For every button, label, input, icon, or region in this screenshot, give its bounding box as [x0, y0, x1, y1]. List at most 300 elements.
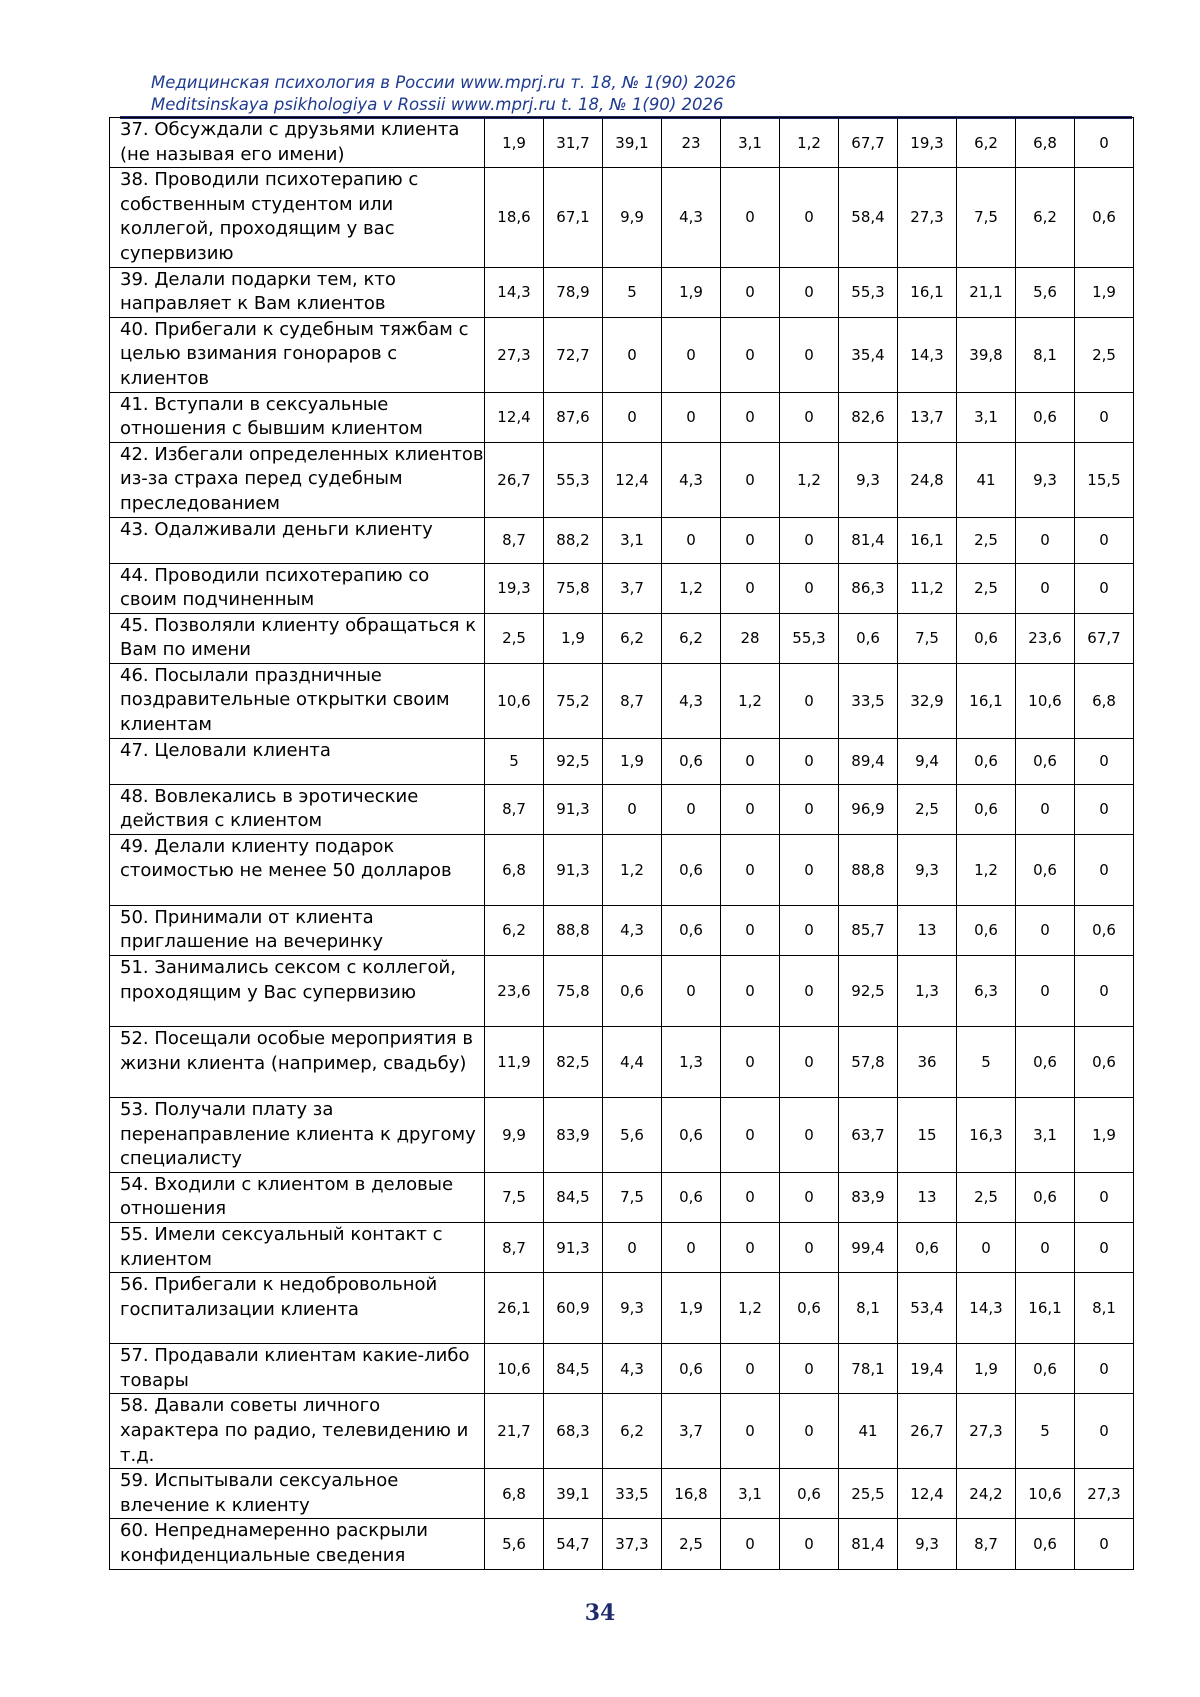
value-cell: 14,3 [898, 317, 957, 392]
value-cell: 0 [721, 1394, 780, 1469]
row-label: 42. Избегали определенных клиентов из-за страха перед судебным преследованием [110, 442, 485, 517]
value-cell: 0 [721, 317, 780, 392]
value-cell: 0 [1075, 956, 1134, 1027]
value-cell: 0 [780, 1394, 839, 1469]
value-cell: 0 [603, 784, 662, 834]
value-cell: 1,3 [898, 956, 957, 1027]
value-cell: 3,1 [1016, 1098, 1075, 1173]
value-cell: 0 [721, 1519, 780, 1569]
value-cell: 3,1 [721, 118, 780, 168]
value-cell: 7,5 [603, 1172, 662, 1222]
value-cell: 9,9 [485, 1098, 544, 1173]
value-cell: 26,1 [485, 1273, 544, 1344]
value-cell: 0 [721, 392, 780, 442]
value-cell: 9,3 [1016, 442, 1075, 517]
value-cell: 54,7 [544, 1519, 603, 1569]
table-row [110, 1223, 1134, 1273]
value-cell: 1,2 [603, 834, 662, 905]
value-cell: 92,5 [839, 956, 898, 1027]
table-row [110, 168, 1134, 267]
table-row [110, 563, 1134, 613]
value-cell: 92,5 [544, 738, 603, 784]
value-cell: 5 [957, 1027, 1016, 1098]
value-cell: 4,3 [662, 168, 721, 267]
value-cell: 33,5 [603, 1469, 662, 1519]
value-cell: 13 [898, 1172, 957, 1222]
journal-header-translit: Meditsinskaya psikhologiya v Rossii www.mprj.ru t. 18, № 1(90) 2026 [151, 95, 724, 114]
value-cell: 4,3 [603, 905, 662, 955]
value-cell: 0,6 [662, 834, 721, 905]
value-cell: 0 [1075, 738, 1134, 784]
value-cell: 27,3 [957, 1394, 1016, 1469]
value-cell: 6,3 [957, 956, 1016, 1027]
value-cell: 7,5 [485, 1172, 544, 1222]
value-cell: 1,9 [662, 1273, 721, 1344]
value-cell: 9,4 [898, 738, 957, 784]
value-cell: 0 [780, 563, 839, 613]
value-cell: 0 [721, 956, 780, 1027]
value-cell: 6,2 [1016, 168, 1075, 267]
value-cell: 5 [1016, 1394, 1075, 1469]
row-label: 46. Посылали праздничные поздравительные открытки своим клиентам [110, 663, 485, 738]
value-cell: 81,4 [839, 1519, 898, 1569]
value-cell: 8,7 [957, 1519, 1016, 1569]
row-label: 53. Получали плату за перенаправление клиента к другому специалисту [110, 1098, 485, 1173]
value-cell: 39,1 [544, 1469, 603, 1519]
value-cell: 0 [780, 267, 839, 317]
row-label: 56. Прибегали к недобровольной госпитализации клиента [110, 1273, 485, 1344]
row-label: 54. Входили с клиентом в деловые отношения [110, 1172, 485, 1222]
value-cell: 0,6 [957, 905, 1016, 955]
value-cell: 2,5 [485, 613, 544, 663]
row-label: 38. Проводили психотерапию с собственным студентом или коллегой, проходящим у вас супервизию [110, 168, 485, 267]
journal-header-ru: Медицинская психология в России www.mprj.ru т. 18, № 1(90) 2026 [151, 73, 736, 92]
value-cell: 0,6 [957, 784, 1016, 834]
value-cell: 9,3 [898, 834, 957, 905]
value-cell: 0 [780, 392, 839, 442]
value-cell: 5 [603, 267, 662, 317]
value-cell: 0 [603, 392, 662, 442]
value-cell: 0,6 [662, 738, 721, 784]
value-cell: 0,6 [839, 613, 898, 663]
value-cell: 3,1 [603, 517, 662, 563]
value-cell: 0,6 [1075, 168, 1134, 267]
value-cell: 0 [662, 1223, 721, 1273]
value-cell: 3,7 [662, 1394, 721, 1469]
value-cell: 32,9 [898, 663, 957, 738]
table-row [110, 1394, 1134, 1469]
value-cell: 4,4 [603, 1027, 662, 1098]
value-cell: 10,6 [1016, 663, 1075, 738]
value-cell: 55,3 [780, 613, 839, 663]
value-cell: 4,3 [662, 663, 721, 738]
value-cell: 7,5 [957, 168, 1016, 267]
value-cell: 16,3 [957, 1098, 1016, 1173]
value-cell: 3,1 [721, 1469, 780, 1519]
value-cell: 16,1 [898, 517, 957, 563]
value-cell: 28 [721, 613, 780, 663]
value-cell: 12,4 [603, 442, 662, 517]
value-cell: 0 [721, 267, 780, 317]
value-cell: 10,6 [485, 1344, 544, 1394]
row-label: 52. Посещали особые мероприятия в жизни клиента (например, свадьбу) [110, 1027, 485, 1098]
value-cell: 99,4 [839, 1223, 898, 1273]
value-cell: 5,6 [485, 1519, 544, 1569]
value-cell: 25,5 [839, 1469, 898, 1519]
value-cell: 6,2 [603, 1394, 662, 1469]
value-cell: 6,2 [662, 613, 721, 663]
row-label: 44. Проводили психотерапию со своим подчиненным [110, 563, 485, 613]
value-cell: 2,5 [1075, 317, 1134, 392]
row-label: 45. Позволяли клиенту обращаться к Вам по имени [110, 613, 485, 663]
row-label: 58. Давали советы личного характера по радио, телевидению и т.д. [110, 1394, 485, 1469]
value-cell: 0,6 [662, 1172, 721, 1222]
table-row [110, 1344, 1134, 1394]
value-cell: 15 [898, 1098, 957, 1173]
value-cell: 19,3 [898, 118, 957, 168]
value-cell: 78,1 [839, 1344, 898, 1394]
table-row [110, 317, 1134, 392]
value-cell: 16,1 [1016, 1273, 1075, 1344]
value-cell: 0 [662, 517, 721, 563]
value-cell: 0 [780, 1519, 839, 1569]
value-cell: 0 [780, 784, 839, 834]
value-cell: 0 [1075, 784, 1134, 834]
value-cell: 9,3 [603, 1273, 662, 1344]
value-cell: 27,3 [898, 168, 957, 267]
value-cell: 21,7 [485, 1394, 544, 1469]
value-cell: 1,9 [662, 267, 721, 317]
value-cell: 0 [1075, 834, 1134, 905]
value-cell: 88,2 [544, 517, 603, 563]
table-row [110, 784, 1134, 834]
value-cell: 85,7 [839, 905, 898, 955]
value-cell: 0,6 [662, 905, 721, 955]
value-cell: 0 [780, 1172, 839, 1222]
value-cell: 0 [780, 834, 839, 905]
value-cell: 91,3 [544, 834, 603, 905]
value-cell: 18,6 [485, 168, 544, 267]
value-cell: 23,6 [485, 956, 544, 1027]
value-cell: 0,6 [662, 1098, 721, 1173]
row-label: 48. Вовлекались в эротические действия с клиентом [110, 784, 485, 834]
value-cell: 0,6 [898, 1223, 957, 1273]
value-cell: 0 [721, 905, 780, 955]
table-row [110, 267, 1134, 317]
value-cell: 86,3 [839, 563, 898, 613]
value-cell: 3,7 [603, 563, 662, 613]
value-cell: 37,3 [603, 1519, 662, 1569]
value-cell: 1,9 [1075, 267, 1134, 317]
value-cell: 0 [603, 1223, 662, 1273]
table-row [110, 613, 1134, 663]
value-cell: 63,7 [839, 1098, 898, 1173]
value-cell: 0 [1075, 1519, 1134, 1569]
value-cell: 0 [1016, 905, 1075, 955]
row-label: 43. Одалживали деньги клиенту [110, 517, 485, 563]
value-cell: 0 [1075, 517, 1134, 563]
value-cell: 84,5 [544, 1172, 603, 1222]
value-cell: 24,8 [898, 442, 957, 517]
value-cell: 0 [721, 1027, 780, 1098]
value-cell: 55,3 [839, 267, 898, 317]
value-cell: 14,3 [957, 1273, 1016, 1344]
value-cell: 0,6 [1016, 1344, 1075, 1394]
table-row [110, 1273, 1134, 1344]
value-cell: 7,5 [898, 613, 957, 663]
row-label: 55. Имели сексуальный контакт с клиентом [110, 1223, 485, 1273]
value-cell: 60,9 [544, 1273, 603, 1344]
row-label: 49. Делали клиенту подарок стоимостью не менее 50 долларов [110, 834, 485, 905]
value-cell: 26,7 [898, 1394, 957, 1469]
value-cell: 0,6 [780, 1469, 839, 1519]
value-cell: 0 [1075, 1344, 1134, 1394]
row-label: 41. Вступали в сексуальные отношения с бывшим клиентом [110, 392, 485, 442]
value-cell: 82,5 [544, 1027, 603, 1098]
row-label: 50. Принимали от клиента приглашение на вечеринку [110, 905, 485, 955]
value-cell: 96,9 [839, 784, 898, 834]
value-cell: 75,2 [544, 663, 603, 738]
value-cell: 8,7 [485, 1223, 544, 1273]
table-row [110, 1519, 1134, 1569]
value-cell: 9,3 [839, 442, 898, 517]
value-cell: 2,5 [898, 784, 957, 834]
value-cell: 0,6 [1016, 834, 1075, 905]
data-table-body [110, 118, 1134, 1570]
value-cell: 1,9 [1075, 1098, 1134, 1173]
value-cell: 91,3 [544, 1223, 603, 1273]
value-cell: 0 [1075, 1394, 1134, 1469]
value-cell: 83,9 [544, 1098, 603, 1173]
value-cell: 8,1 [1075, 1273, 1134, 1344]
value-cell: 13 [898, 905, 957, 955]
value-cell: 88,8 [544, 905, 603, 955]
value-cell: 36 [898, 1027, 957, 1098]
value-cell: 89,4 [839, 738, 898, 784]
value-cell: 91,3 [544, 784, 603, 834]
table-row [110, 1172, 1134, 1222]
value-cell: 6,8 [485, 834, 544, 905]
table-row [110, 1469, 1134, 1519]
value-cell: 41 [957, 442, 1016, 517]
value-cell: 1,9 [603, 738, 662, 784]
value-cell: 0,6 [1016, 392, 1075, 442]
value-cell: 0 [1075, 118, 1134, 168]
journal-header [151, 72, 1131, 116]
value-cell: 55,3 [544, 442, 603, 517]
value-cell: 2,5 [662, 1519, 721, 1569]
row-label: 40. Прибегали к судебным тяжбам с целью взимания гонораров с клиентов [110, 317, 485, 392]
value-cell: 0 [780, 168, 839, 267]
value-cell: 31,7 [544, 118, 603, 168]
value-cell: 10,6 [485, 663, 544, 738]
row-label: 47. Целовали клиента [110, 738, 485, 784]
value-cell: 8,7 [485, 784, 544, 834]
value-cell: 75,8 [544, 563, 603, 613]
value-cell: 0,6 [1075, 905, 1134, 955]
value-cell: 84,5 [544, 1344, 603, 1394]
value-cell: 0 [1075, 392, 1134, 442]
data-table [109, 117, 1134, 1570]
value-cell: 0 [1075, 1223, 1134, 1273]
row-label: 37. Обсуждали с друзьями клиента (не называя его имени) [110, 118, 485, 168]
value-cell: 78,9 [544, 267, 603, 317]
value-cell: 88,8 [839, 834, 898, 905]
value-cell: 0 [1075, 563, 1134, 613]
value-cell: 26,7 [485, 442, 544, 517]
table-row [110, 834, 1134, 905]
value-cell: 8,7 [603, 663, 662, 738]
value-cell: 6,8 [1075, 663, 1134, 738]
value-cell: 6,8 [485, 1469, 544, 1519]
value-cell: 0 [721, 834, 780, 905]
value-cell: 15,5 [1075, 442, 1134, 517]
value-cell: 0 [957, 1223, 1016, 1273]
value-cell: 1,2 [957, 834, 1016, 905]
table-row [110, 392, 1134, 442]
value-cell: 0 [721, 784, 780, 834]
value-cell: 0,6 [603, 956, 662, 1027]
value-cell: 53,4 [898, 1273, 957, 1344]
value-cell: 2,5 [957, 517, 1016, 563]
value-cell: 0 [603, 317, 662, 392]
value-cell: 16,1 [957, 663, 1016, 738]
value-cell: 0 [662, 784, 721, 834]
table-row [110, 956, 1134, 1027]
value-cell: 1,2 [721, 1273, 780, 1344]
value-cell: 0,6 [1016, 1519, 1075, 1569]
value-cell: 2,5 [957, 563, 1016, 613]
value-cell: 0 [780, 905, 839, 955]
value-cell: 9,3 [898, 1519, 957, 1569]
value-cell: 0,6 [957, 613, 1016, 663]
value-cell: 0 [780, 1027, 839, 1098]
value-cell: 0 [721, 563, 780, 613]
value-cell: 67,7 [839, 118, 898, 168]
value-cell: 82,6 [839, 392, 898, 442]
value-cell: 13,7 [898, 392, 957, 442]
value-cell: 1,2 [662, 563, 721, 613]
value-cell: 0,6 [1075, 1027, 1134, 1098]
value-cell: 27,3 [485, 317, 544, 392]
table-row [110, 663, 1134, 738]
value-cell: 4,3 [603, 1344, 662, 1394]
value-cell: 19,3 [485, 563, 544, 613]
value-cell: 0 [662, 392, 721, 442]
value-cell: 11,2 [898, 563, 957, 613]
value-cell: 6,2 [603, 613, 662, 663]
value-cell: 0 [1075, 1172, 1134, 1222]
value-cell: 5,6 [1016, 267, 1075, 317]
value-cell: 0 [1016, 784, 1075, 834]
value-cell: 1,9 [544, 613, 603, 663]
value-cell: 57,8 [839, 1027, 898, 1098]
value-cell: 68,3 [544, 1394, 603, 1469]
value-cell: 10,6 [1016, 1469, 1075, 1519]
value-cell: 67,1 [544, 168, 603, 267]
value-cell: 0 [721, 738, 780, 784]
value-cell: 58,4 [839, 168, 898, 267]
value-cell: 8,1 [1016, 317, 1075, 392]
value-cell: 0 [780, 317, 839, 392]
row-label: 51. Занимались сексом с коллегой, проходящим у Вас супервизию [110, 956, 485, 1027]
value-cell: 1,9 [957, 1344, 1016, 1394]
value-cell: 0,6 [1016, 738, 1075, 784]
value-cell: 0 [721, 1223, 780, 1273]
value-cell: 19,4 [898, 1344, 957, 1394]
value-cell: 0 [780, 1344, 839, 1394]
value-cell: 0 [721, 517, 780, 563]
value-cell: 0 [780, 738, 839, 784]
value-cell: 72,7 [544, 317, 603, 392]
value-cell: 0 [721, 442, 780, 517]
value-cell: 5 [485, 738, 544, 784]
value-cell: 27,3 [1075, 1469, 1134, 1519]
value-cell: 24,2 [957, 1469, 1016, 1519]
table-row [110, 905, 1134, 955]
value-cell: 0 [721, 1172, 780, 1222]
table-row [110, 442, 1134, 517]
value-cell: 0 [1016, 1223, 1075, 1273]
value-cell: 1,9 [485, 118, 544, 168]
value-cell: 6,2 [957, 118, 1016, 168]
value-cell: 0 [1016, 956, 1075, 1027]
value-cell: 21,1 [957, 267, 1016, 317]
value-cell: 3,1 [957, 392, 1016, 442]
value-cell: 16,1 [898, 267, 957, 317]
page-number: 34 [584, 1600, 616, 1626]
value-cell: 0 [1016, 563, 1075, 613]
value-cell: 0 [721, 168, 780, 267]
row-label: 60. Непреднамеренно раскрыли конфиденциальные сведения [110, 1519, 485, 1569]
table-row [110, 738, 1134, 784]
value-cell: 0 [780, 663, 839, 738]
row-label: 59. Испытывали сексуальное влечение к клиенту [110, 1469, 485, 1519]
value-cell: 0 [780, 1223, 839, 1273]
value-cell: 0,6 [1016, 1172, 1075, 1222]
row-label: 57. Продавали клиентам какие-либо товары [110, 1344, 485, 1394]
table-row [110, 118, 1134, 168]
value-cell: 12,4 [485, 392, 544, 442]
value-cell: 0 [721, 1098, 780, 1173]
value-cell: 35,4 [839, 317, 898, 392]
value-cell: 8,1 [839, 1273, 898, 1344]
value-cell: 0 [662, 956, 721, 1027]
value-cell: 0 [780, 517, 839, 563]
value-cell: 1,2 [721, 663, 780, 738]
value-cell: 2,5 [957, 1172, 1016, 1222]
value-cell: 33,5 [839, 663, 898, 738]
value-cell: 81,4 [839, 517, 898, 563]
value-cell: 1,2 [780, 118, 839, 168]
table-row [110, 1027, 1134, 1098]
value-cell: 39,1 [603, 118, 662, 168]
value-cell: 14,3 [485, 267, 544, 317]
value-cell: 9,9 [603, 168, 662, 267]
value-cell: 0 [780, 956, 839, 1027]
value-cell: 39,8 [957, 317, 1016, 392]
value-cell: 0,6 [780, 1273, 839, 1344]
value-cell: 0,6 [957, 738, 1016, 784]
value-cell: 87,6 [544, 392, 603, 442]
value-cell: 11,9 [485, 1027, 544, 1098]
value-cell: 0 [662, 317, 721, 392]
value-cell: 0 [721, 1344, 780, 1394]
value-cell: 6,2 [485, 905, 544, 955]
value-cell: 8,7 [485, 517, 544, 563]
row-label: 39. Делали подарки тем, кто направляет к Вам клиентов [110, 267, 485, 317]
table-row [110, 1098, 1134, 1173]
